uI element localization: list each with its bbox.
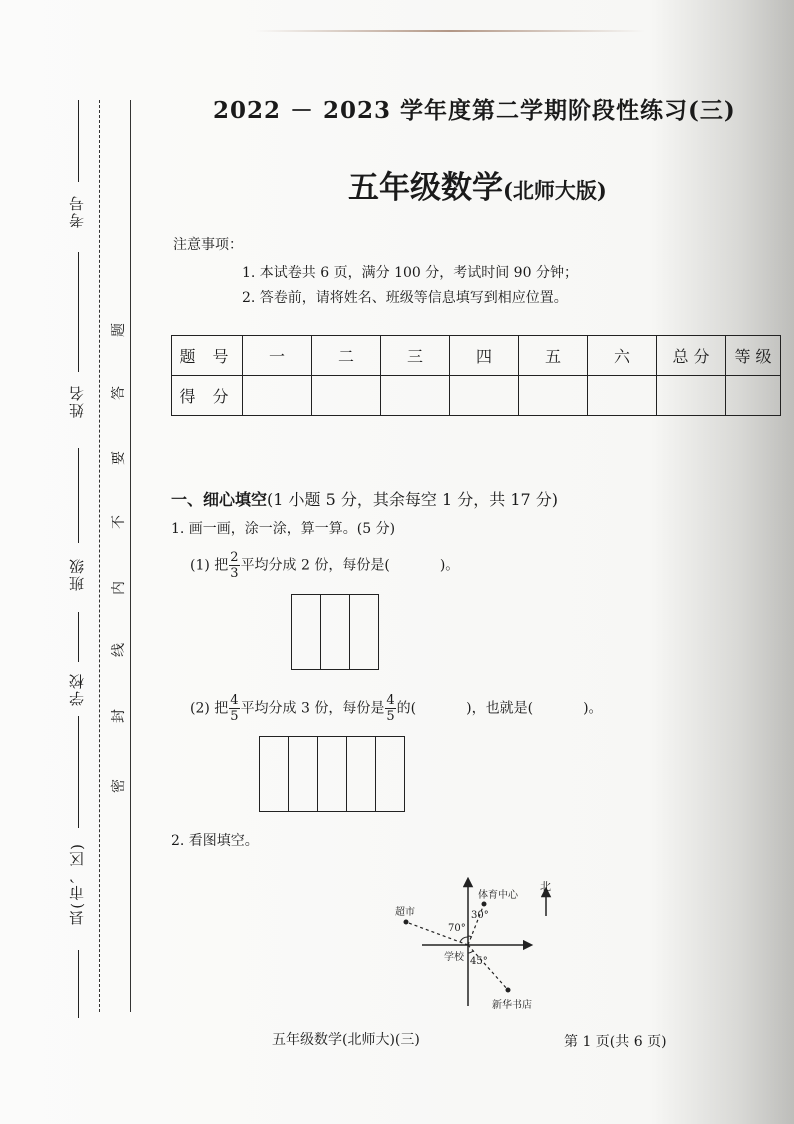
stadium-point	[482, 902, 487, 907]
seal-char: 线	[111, 643, 127, 657]
score-table	[171, 335, 781, 416]
seal-char: 内	[111, 581, 127, 595]
angle-arc-west	[460, 937, 468, 942]
grid-cell[interactable]	[292, 595, 321, 669]
school-label: 学校	[68, 672, 86, 706]
fraction-grid-fifths[interactable]	[259, 736, 405, 812]
school-fill-line-upper	[78, 612, 79, 662]
notes-heading: 注意事项：	[173, 237, 243, 253]
fraction-numerator: 4	[386, 693, 395, 708]
exam-no-label: 考号	[68, 194, 86, 228]
column-header: 二	[312, 336, 381, 376]
grid-cell[interactable]	[260, 737, 289, 811]
grid-cell[interactable]	[350, 595, 378, 669]
question-1-part-2	[190, 694, 603, 723]
footer-subject: 五年级数学(北师大)(三)	[272, 1032, 420, 1048]
fraction	[385, 694, 395, 723]
direction-diagram	[380, 870, 580, 1020]
fraction-denominator: 5	[386, 709, 395, 724]
supermarket-label: 超市	[395, 907, 415, 918]
part-text: 平均分成 2 份，每份是(	[240, 557, 390, 574]
score-cell[interactable]	[519, 376, 588, 416]
column-header: 四	[450, 336, 519, 376]
stadium-label: 体育中心	[478, 890, 518, 901]
fraction-numerator: 2	[230, 550, 239, 565]
column-header: 五	[519, 336, 588, 376]
seal-char: 要	[111, 451, 127, 465]
footer-page-number: 第 1 页(共 6 页)	[564, 1034, 667, 1050]
seal-char: 封	[111, 709, 127, 723]
score-cell[interactable]	[657, 376, 726, 416]
bookstore-ray	[468, 945, 508, 990]
grid-cell[interactable]	[321, 595, 350, 669]
seal-char: 密	[111, 779, 127, 793]
angle-label-west: 70°	[448, 923, 466, 934]
class-label: 班级	[68, 557, 86, 591]
county-label: 县(市、区)	[68, 842, 86, 926]
fraction-numerator: 4	[230, 693, 239, 708]
grid-cell[interactable]	[347, 737, 376, 811]
score-cell[interactable]	[450, 376, 519, 416]
exam-title: 2022 － 2023 学年度第二学期阶段性练习(三)	[213, 97, 736, 124]
column-header: 总 分	[657, 336, 726, 376]
angle-label-south: 45°	[470, 956, 488, 967]
fraction-grid-thirds[interactable]	[291, 594, 379, 670]
name-label: 姓名	[68, 384, 86, 418]
supermarket-point	[404, 920, 409, 925]
question-1-stem: 1. 画一画，涂一涂，算一算。(5 分)	[171, 521, 396, 537]
score-cell[interactable]	[312, 376, 381, 416]
row-label-question-no: 题 号	[172, 336, 243, 376]
class-fill-line	[78, 448, 79, 543]
column-header: 等 级	[726, 336, 781, 376]
bookstore-point	[506, 988, 511, 993]
score-cell[interactable]	[381, 376, 450, 416]
school-label: 学校	[444, 952, 464, 963]
name-fill-line	[78, 252, 79, 372]
section-heading	[171, 487, 558, 510]
exam-no-fill-line	[78, 100, 79, 182]
fraction	[229, 694, 239, 723]
part-prefix: (2) 把	[190, 700, 229, 717]
column-header: 三	[381, 336, 450, 376]
grid-cell[interactable]	[318, 737, 347, 811]
binding-solid-line	[130, 100, 131, 1012]
note-item: 2. 答卷前，请将姓名、班级等信息填写到相应位置。	[242, 290, 568, 306]
column-header: 一	[243, 336, 312, 376]
paper-top-edge	[255, 30, 645, 32]
subject-name: 五年级数学	[348, 170, 503, 206]
part-prefix: (1) 把	[190, 557, 229, 574]
angle-label-north: 30°	[471, 910, 489, 921]
score-table-header-row	[172, 336, 781, 376]
section-scoring: (1 小题 5 分，其余每空 1 分，共 17 分)	[267, 490, 559, 509]
fraction	[229, 551, 239, 580]
seal-char: 不	[111, 515, 127, 529]
column-header: 六	[588, 336, 657, 376]
fraction-denominator: 3	[230, 566, 239, 581]
part-text: )，也就是(	[466, 700, 534, 717]
north-label: 北	[540, 880, 551, 893]
county-fill-line	[78, 950, 79, 1018]
grid-cell[interactable]	[376, 737, 404, 811]
edition-label: (北师大版)	[503, 178, 607, 203]
score-table-score-row	[172, 376, 781, 416]
grid-cell[interactable]	[289, 737, 318, 811]
bookstore-label: 新华书店	[492, 1000, 532, 1011]
part-close: )。	[583, 700, 603, 717]
fraction-denominator: 5	[230, 709, 239, 724]
seal-char: 答	[111, 386, 127, 400]
part-text: 平均分成 3 份，每份是	[240, 700, 385, 717]
school-fill-line	[78, 716, 79, 828]
score-cell[interactable]	[243, 376, 312, 416]
part-close: )。	[439, 557, 460, 574]
section-title: 一、细心填空	[171, 490, 268, 509]
note-item: 1. 本试卷共 6 页，满分 100 分，考试时间 90 分钟；	[242, 265, 578, 281]
exam-subject	[348, 162, 607, 207]
question-2-stem: 2. 看图填空。	[171, 833, 259, 849]
question-1-part-1	[190, 551, 459, 580]
score-cell[interactable]	[726, 376, 781, 416]
score-cell[interactable]	[588, 376, 657, 416]
row-label-score: 得 分	[172, 376, 243, 416]
seal-char: 题	[111, 323, 127, 337]
part-text: 的(	[396, 700, 417, 717]
binding-dashed-line	[99, 100, 100, 1012]
